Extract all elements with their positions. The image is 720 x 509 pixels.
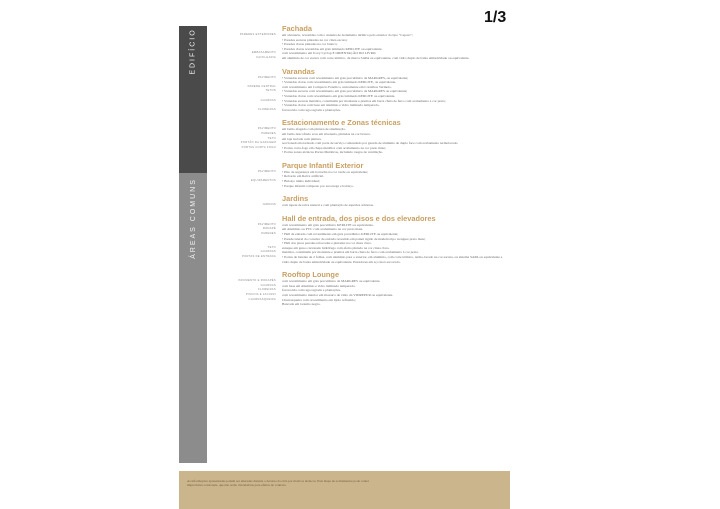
spec-line: em betão descofrado e/ou em alvenaria, pintadas na cor branco. (282, 131, 371, 136)
spec-label: PORTAS DE ENTRADA (242, 255, 276, 258)
spec-section (210, 270, 510, 307)
spec-line: com tapete de relva natural e com plantação de espécies arbóreas. (282, 203, 374, 208)
spec-line: em betão afagado com pintura de sinalização. (282, 127, 346, 132)
spec-line: em laje isolada com pintura. (282, 136, 322, 141)
spec-row (210, 56, 510, 61)
footer-disclaimer: As informações apresentadas podem ser alteradas durante o decurso da obra por motivos técnicos. Este mapa de acabamentos pode conter imprecisões ocasionais, que não serão vinculativas para efeitos de contrato. (187, 479, 369, 488)
spec-line: Bancada em Granito negro. (282, 302, 321, 307)
spec-label: PAREDES (261, 232, 276, 236)
spec-line: metálica, constituída por montante e prumos em barra chata de ferro com acabamento à cor preta. (282, 250, 419, 255)
spec-text (282, 170, 510, 179)
spec-line: em alvenaria, revestidas com o sistema de isolamento térmico pelo exterior do tipo "Capoto"; (282, 33, 413, 37)
spec-line: • Paredes escuras pintadas na cor cinza escuro; (282, 37, 348, 42)
spec-line: com revestimento em grés porcelânico KERLITE ou equivalente. (282, 222, 374, 227)
spec-line: • Baloiço ninho individual; (282, 179, 320, 184)
spec-label: PAVIMENTO (257, 75, 276, 79)
spec-label: PORTAS CORTA FOGO (241, 145, 276, 149)
spec-line: com revestimento interior em mosaico de vidro da VIDREPUR ou equivalente. (282, 292, 394, 297)
section-title: Fachada (282, 24, 312, 33)
spec-label: JARDINS (262, 203, 276, 207)
spec-label: PAVIMENTO (257, 222, 276, 226)
spec-content (210, 24, 510, 307)
spec-text (282, 255, 510, 264)
spec-section (210, 118, 510, 161)
spec-text (282, 76, 510, 85)
spec-line: favorecida com rega regrada e plantações. (282, 107, 341, 112)
spec-label: FLOREIRAS (258, 288, 276, 292)
spec-label: CAIXILHARIA (255, 55, 276, 59)
spec-row (210, 146, 510, 155)
spec-section (210, 24, 510, 67)
spec-line: estuque em gesso cartonado hidrófugo com efeito pintado na cor cinza claro. (282, 245, 390, 250)
spec-line: • Varandas escuras com revestimento em grés porcelânico da MARGRES, ou equivalente; (282, 75, 409, 80)
spec-label: TETO (267, 245, 276, 249)
section-title: Jardins (282, 194, 309, 204)
spec-line: • Varandas claras com revestimento em grés laminado KERLITE, ou equivalente. (282, 80, 397, 85)
spec-line: em alumínio de cor escura com corte térmico, da marca SAPA ou equivalente, com vidro duplo de baixa emissividade ou equivalente. (282, 55, 470, 60)
spec-line: com revestimento em Compacto Fenólico, unicamente em Cortelhos Vermelo. (282, 84, 392, 89)
spec-label: PAVIMENTO E RODAPÉS (238, 279, 276, 283)
spec-line: • Parede lateral do corredor de entrada revestido em painel rígido de madeira tipo wenguer preto mate; (282, 236, 426, 241)
spec-label: CHURRASQUEIRA (248, 297, 276, 301)
spec-text (282, 203, 510, 208)
spec-row (210, 33, 510, 51)
footer-band (179, 471, 510, 509)
spec-row (210, 298, 510, 307)
spec-row (210, 255, 510, 264)
spec-line: • Paredes claras revestidas em grés laminado KERLITE ou equivalente. (282, 46, 383, 51)
spec-label: EQUIPAMENTOS (250, 179, 276, 183)
spec-line: • Portas de batente de 2 folhas, com alumínio para o exterior, em alumínio, com corte térmico, termo-lacado na cor escura, ou sistema SAPA ou equivalente e vidro duplo de baixa emissividade ou equivalente. Puxadores em aço inox escovado. (282, 255, 503, 264)
spec-text (282, 33, 510, 51)
spec-line: • Varandas claras com revestimento em grés laminado KERLITE ou equivalente. (282, 93, 396, 98)
spec-section (210, 194, 510, 214)
spec-line: com base em Alumínio e vidro laminado temperado. (282, 283, 356, 288)
spec-label: PORTÃO DA GARAGEM (240, 141, 276, 145)
spec-text (282, 99, 510, 108)
spec-label: PAVIMENTO (257, 127, 276, 131)
section-title: Varandas (282, 66, 315, 76)
spec-line: • Hall de entrada com revestimento em grés porcelânico KERLITE ou equivalente; (282, 232, 399, 237)
spec-section (210, 67, 510, 119)
sidebar-label-areas-comuns: ÁREAS COMUNS (189, 177, 197, 259)
spec-line: • Parque infantil composto por escorrega e baloiço. (282, 183, 354, 188)
spec-row (210, 108, 510, 113)
section-title: Hall de entrada, dos pisos e dos elevadores (282, 213, 436, 223)
spec-line: com revestimento em Ivory Cyclop E ORIENTAÇÃO DO LIVRO. (282, 51, 377, 56)
spec-label: TETO (267, 136, 276, 140)
spec-label: GUARDAS (260, 250, 276, 254)
spec-line: • Rebordo em Relva artificial. (282, 174, 324, 179)
spec-line: • Portas zonas técnicas Portas Metálicas, incluindo rasgos de ventilação. (282, 150, 384, 155)
spec-text (282, 179, 510, 188)
spec-text (282, 232, 510, 246)
spec-text (282, 89, 510, 98)
spec-line: favorecida com rega regrada e plantações. (282, 288, 341, 293)
spec-line: Churrasqueira com revestimento em tijolo refratário; (282, 297, 356, 302)
spec-text (282, 108, 510, 113)
spec-label: GUARDAS (260, 283, 276, 287)
spec-line: em Alumínio ou PVC com acabamento na cor preto mate. (282, 227, 364, 232)
spec-line: • Paredes claras pintadas na cor branco; (282, 42, 338, 47)
spec-label: PAREDES EXTERIORES (239, 33, 276, 36)
spec-row (210, 89, 510, 98)
spec-line: • Varandas claras com base em alumínio e vidro laminado temperado. (282, 103, 380, 108)
spec-row (210, 179, 510, 188)
spec-line: seccionado motorizado com porta de serviço comandado por guarda de alumínio de duplo face com acabamento termolacado. (282, 141, 459, 146)
spec-line: • Hall dos pisos paredes rebocadas e pintadas na cor cinza claro. (282, 241, 372, 246)
spec-line: • Piso de segurança em borracha na cor verde ou equivalente; (282, 169, 368, 174)
spec-row (210, 99, 510, 108)
spec-section (210, 161, 510, 194)
section-title: Rooftop Lounge (282, 270, 340, 280)
sidebar-edificio (179, 26, 207, 173)
spec-label: EMBASAMENTO (251, 51, 276, 55)
spec-label: PAVIMENTO (257, 169, 276, 173)
spec-label: FLOREIRAS (258, 107, 276, 111)
sidebar-areas-comuns (179, 173, 207, 463)
section-title: Estacionamento e Zonas técnicas (282, 118, 401, 128)
spec-text (282, 146, 510, 155)
spec-label: PAREDE CENTRAL (247, 84, 276, 88)
spec-label: TETOS (265, 89, 276, 93)
spec-line: • Varandas escuras metálica, constituída por montante e prumos em barra chata de ferro com acabamento a cor preta; (282, 98, 446, 103)
spec-label: PAREDES (261, 131, 276, 135)
spec-row (210, 170, 510, 179)
sidebar-label-edificio: EDIFÍCIO (189, 27, 197, 75)
spec-line: • Portas corta-fogo em chapa metálica com acabamento na cor preto mate; (282, 145, 386, 150)
spec-row (210, 203, 510, 208)
spec-row (210, 232, 510, 246)
spec-row (210, 76, 510, 85)
spec-line: com revestimento em grés porcelânico da MARGRES ou equivalente. (282, 279, 381, 284)
spec-label: RODAPÉ (262, 227, 276, 231)
section-title: Parque Infantil Exterior (282, 160, 364, 170)
spec-section (210, 214, 510, 270)
page-number: 1/3 (484, 9, 507, 26)
spec-line: • Varandas escuras com revestimento em grés porcelânico da MARGRES ou equivalente; (282, 89, 408, 94)
spec-label: GUARDAS (260, 98, 276, 102)
spec-text (282, 56, 510, 61)
spec-text (282, 298, 510, 307)
spec-label: PISCINA E JACUZZI (245, 292, 276, 296)
